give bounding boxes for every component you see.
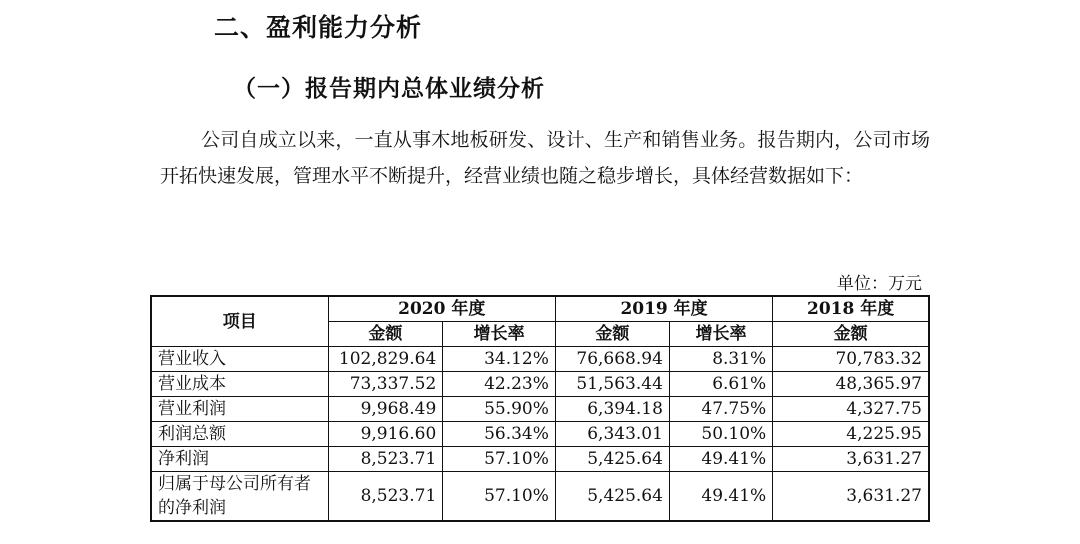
amount-2018: 3,631.27 bbox=[773, 472, 929, 522]
growth-2019: 49.41% bbox=[669, 447, 772, 472]
growth-2020: 42.23% bbox=[443, 372, 556, 397]
table-header-row bbox=[151, 296, 929, 322]
year-header-2018: 2018 年度 bbox=[773, 296, 929, 322]
growth-2020: 57.10% bbox=[443, 472, 556, 522]
amount-2020: 8,523.71 bbox=[328, 472, 443, 522]
table-row bbox=[151, 397, 929, 422]
row-label: 利润总额 bbox=[151, 422, 328, 447]
amount-header: 金额 bbox=[555, 322, 669, 347]
section-heading: 二、盈利能力分析 bbox=[214, 13, 423, 42]
amount-2020: 9,968.49 bbox=[328, 397, 443, 422]
amount-2020: 73,337.52 bbox=[328, 372, 443, 397]
growth-header: 增长率 bbox=[669, 322, 772, 347]
item-header: 项目 bbox=[151, 296, 328, 347]
growth-2019: 47.75% bbox=[669, 397, 772, 422]
amount-header: 金额 bbox=[773, 322, 929, 347]
amount-2019: 5,425.64 bbox=[555, 447, 669, 472]
amount-2019: 5,425.64 bbox=[555, 472, 669, 522]
table-row bbox=[151, 472, 929, 522]
table-row bbox=[151, 347, 929, 372]
amount-header: 金额 bbox=[328, 322, 443, 347]
amount-2018: 4,225.95 bbox=[773, 422, 929, 447]
amount-2020: 8,523.71 bbox=[328, 447, 443, 472]
row-label: 营业成本 bbox=[151, 372, 328, 397]
amount-2018: 70,783.32 bbox=[773, 347, 929, 372]
unit-label: 单位：万元 bbox=[837, 274, 922, 294]
growth-2019: 50.10% bbox=[669, 422, 772, 447]
intro-paragraph: 公司自成立以来，一直从事木地板研发、设计、生产和销售业务。报告期内，公司市场开拓快速发展，管理水平不断提升，经营业绩也随之稳步增长，具体经营数据如下： bbox=[160, 129, 930, 187]
row-label: 营业收入 bbox=[151, 347, 328, 372]
year-header-2020: 2020 年度 bbox=[328, 296, 555, 322]
amount-2018: 4,327.75 bbox=[773, 397, 929, 422]
amount-2019: 6,394.18 bbox=[555, 397, 669, 422]
amount-2019: 76,668.94 bbox=[555, 347, 669, 372]
amount-2020: 9,916.60 bbox=[328, 422, 443, 447]
growth-2020: 34.12% bbox=[443, 347, 556, 372]
amount-2018: 3,631.27 bbox=[773, 447, 929, 472]
growth-2019: 6.61% bbox=[669, 372, 772, 397]
growth-2020: 57.10% bbox=[443, 447, 556, 472]
table-row bbox=[151, 422, 929, 447]
subsection-heading: （一）报告期内总体业绩分析 bbox=[233, 76, 545, 102]
amount-2018: 48,365.97 bbox=[773, 372, 929, 397]
year-header-2019: 2019 年度 bbox=[555, 296, 772, 322]
row-label: 归属于母公司所有者的净利润 bbox=[151, 472, 328, 522]
row-label: 营业利润 bbox=[151, 397, 328, 422]
amount-2019: 51,563.44 bbox=[555, 372, 669, 397]
growth-2019: 49.41% bbox=[669, 472, 772, 522]
table-row bbox=[151, 372, 929, 397]
amount-2020: 102,829.64 bbox=[328, 347, 443, 372]
growth-2020: 56.34% bbox=[443, 422, 556, 447]
growth-2019: 8.31% bbox=[669, 347, 772, 372]
growth-header: 增长率 bbox=[443, 322, 556, 347]
growth-2020: 55.90% bbox=[443, 397, 556, 422]
performance-table bbox=[150, 295, 930, 522]
table-row bbox=[151, 447, 929, 472]
row-label: 净利润 bbox=[151, 447, 328, 472]
amount-2019: 6,343.01 bbox=[555, 422, 669, 447]
